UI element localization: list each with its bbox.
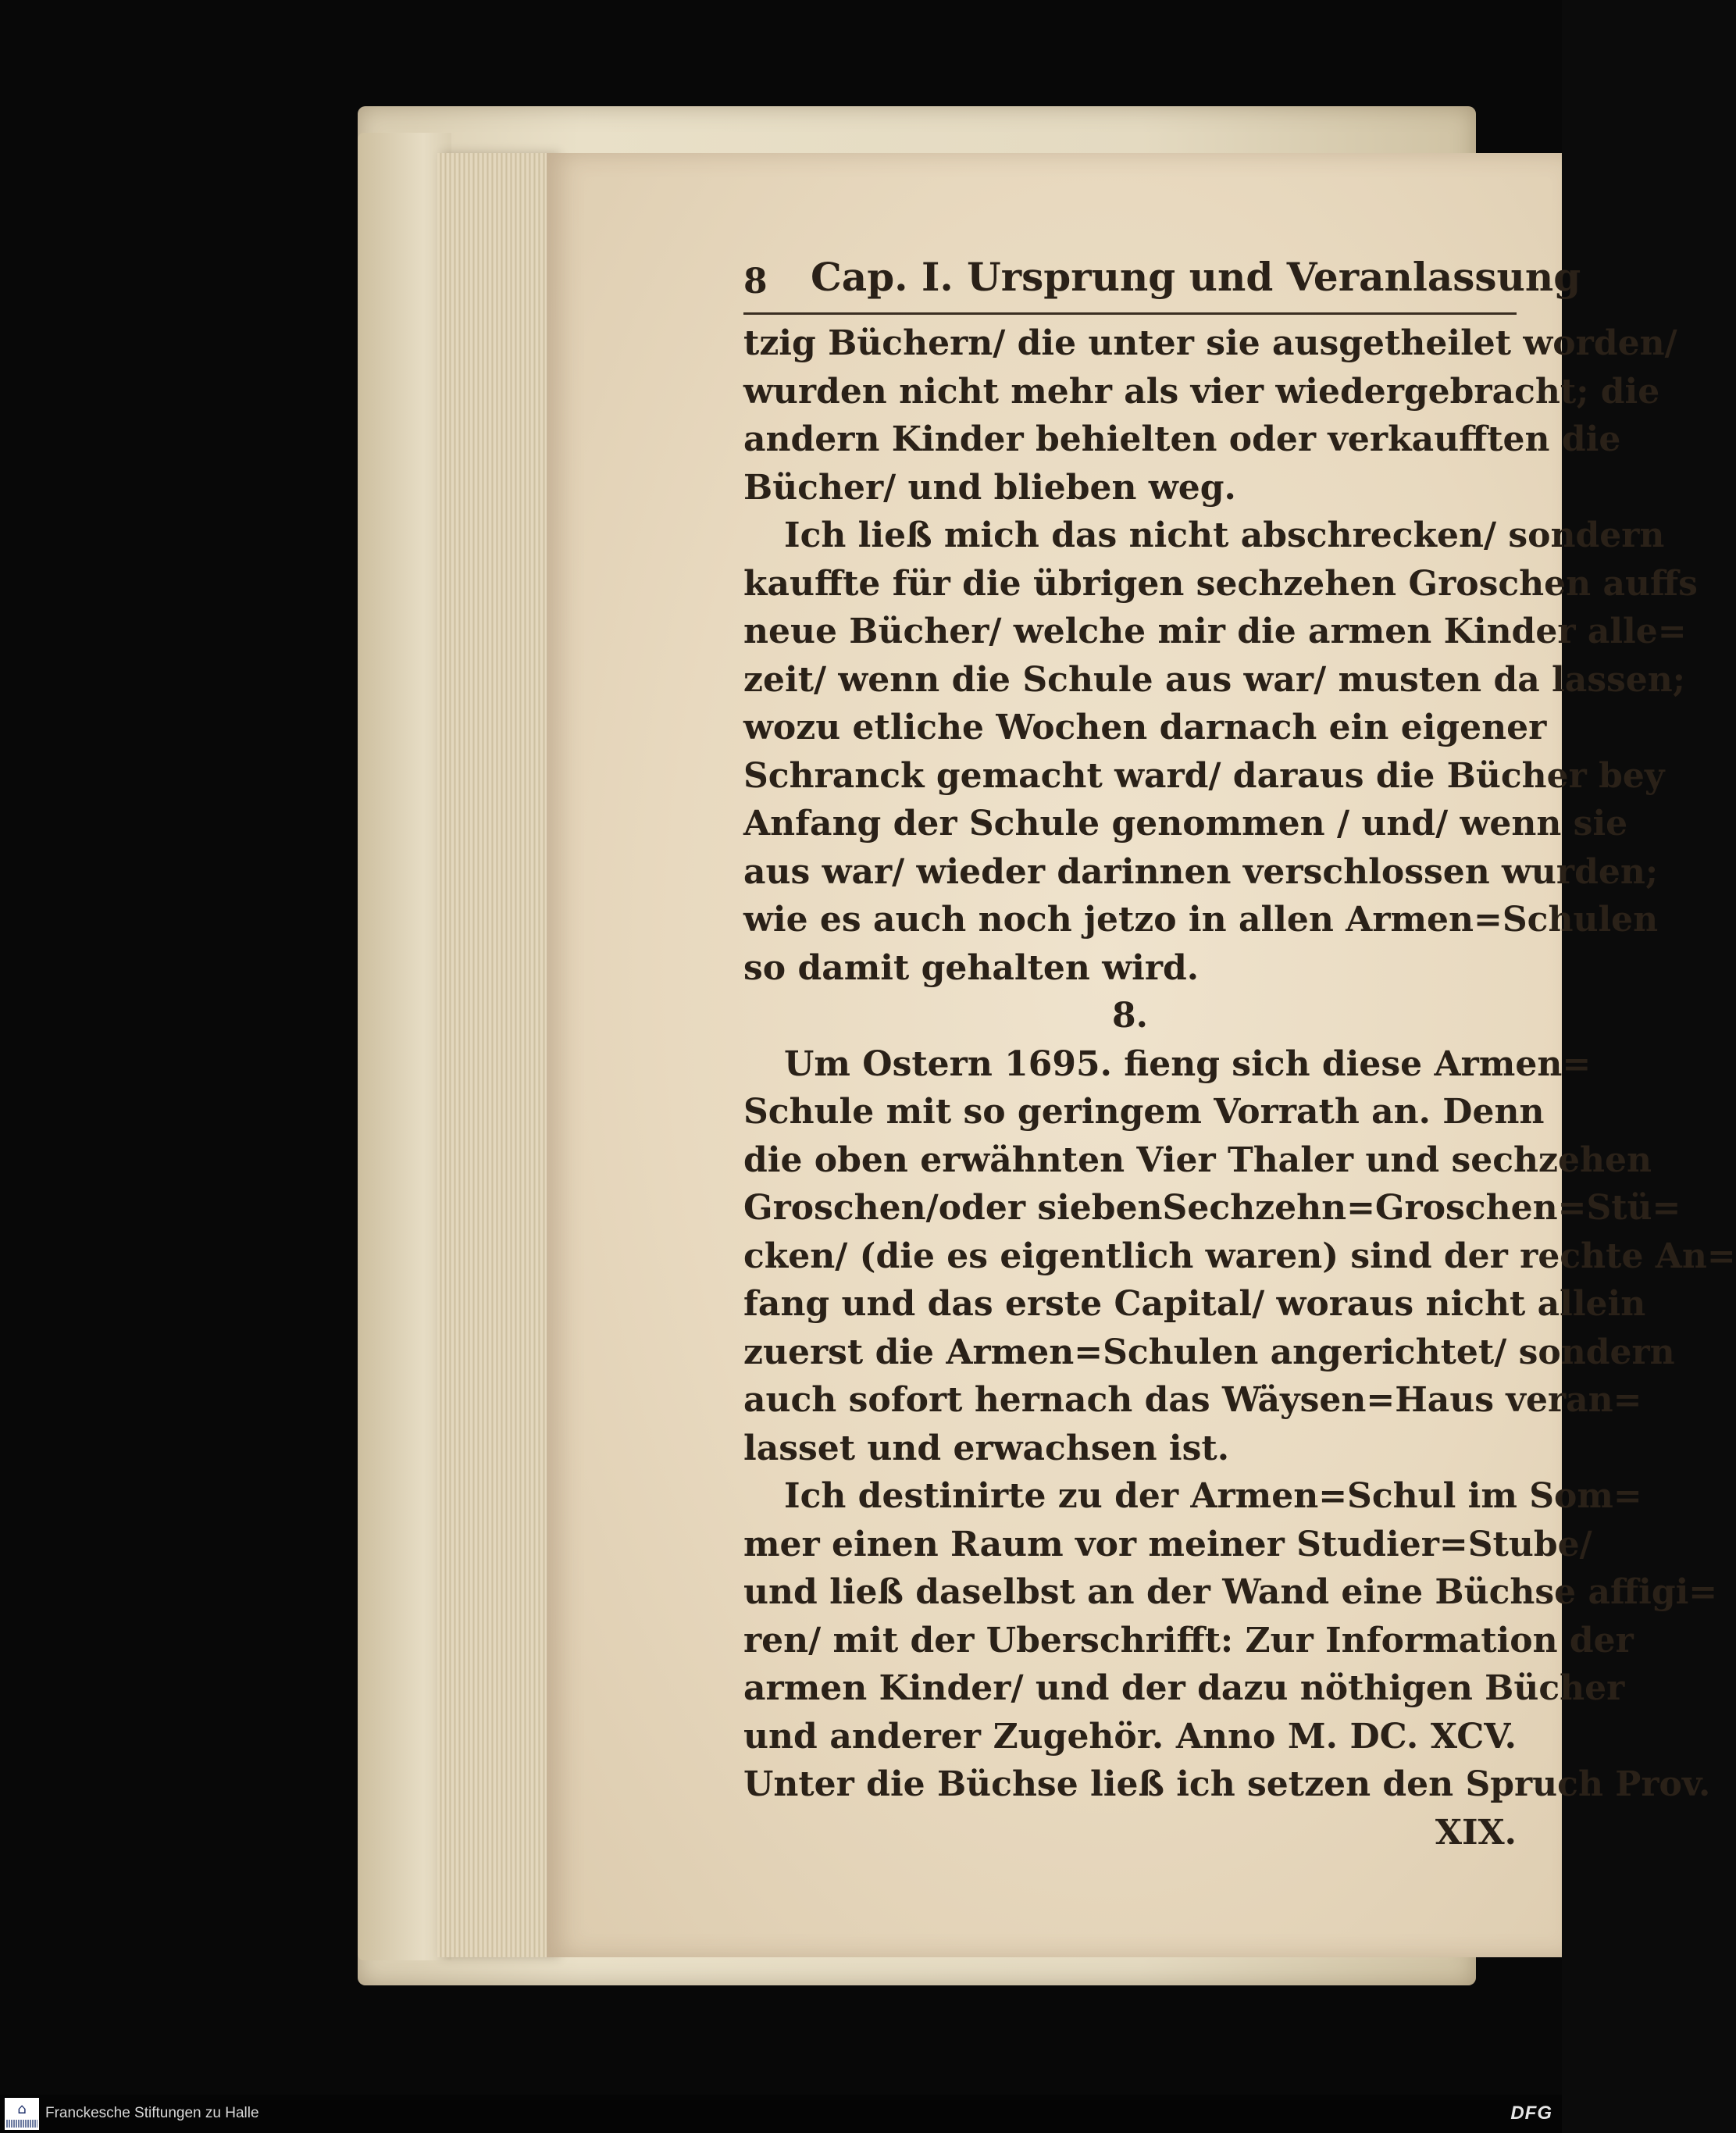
text-line: mer einen Raum vor meiner Studier=Stube/ <box>743 1524 1592 1564</box>
section-number: 8. <box>1112 996 1148 1036</box>
text-line: Bücher/ und blieben weg. <box>743 467 1236 508</box>
page-edges <box>437 153 554 1957</box>
text-line: Schranck gemacht ward/ daraus die Bücher bey <box>743 755 1665 796</box>
text-line: lasset und erwachsen ist. <box>743 1428 1230 1468</box>
text-line: ren/ mit der Uberschrifft: Zur Information der <box>743 1620 1634 1660</box>
foundation-logo-icon <box>5 2098 39 2130</box>
building-icon: ⌂ <box>17 2101 27 2117</box>
text-line: neue Bücher/ welche mir die armen Kinder alle= <box>743 612 1687 651</box>
text-line: auch sofort hernach das Wäysen=Haus veran= <box>743 1380 1642 1420</box>
text-line: andern Kinder behielten oder verkaufften die <box>743 419 1621 459</box>
institution-name: Franckesche Stiftungen zu Halle <box>45 2105 259 2121</box>
text-line: zuerst die Armen=Schulen angerichtet/ sondern <box>743 1332 1675 1372</box>
text-line: wurden nicht mehr als vier wiedergebracht; die <box>743 371 1660 412</box>
text-line: Um Ostern 1695. fieng sich diese Armen= <box>784 1043 1592 1084</box>
text-line: die oben erwähnten Vier Thaler und sechzehen <box>743 1140 1652 1180</box>
running-head <box>743 250 1581 315</box>
text-line: Unter die Büchse ließ ich setzen den Spruch Prov. <box>743 1764 1711 1804</box>
text-line: so damit gehalten wird. <box>743 947 1200 988</box>
text-line: Anfang der Schule genommen / und/ wenn sie <box>743 804 1628 844</box>
text-line: und ließ daselbst an der Wand eine Büchse affigi= <box>743 1572 1718 1612</box>
page-number: 8 <box>743 262 768 301</box>
text-line: fang und das erste Capital/ woraus nicht allein <box>743 1284 1646 1324</box>
catchword: XIX. <box>1435 1812 1517 1853</box>
body-text <box>743 319 1736 1857</box>
text-line: armen Kinder/ und der dazu nöthigen Bücher <box>743 1668 1625 1708</box>
text-line: zeit/ wenn die Schule aus war/ musten da lassen; <box>743 659 1686 700</box>
text-line: Ich destinirte zu der Armen=Schul im Som= <box>784 1476 1642 1516</box>
text-block <box>743 250 1736 1857</box>
text-line: Schule mit so geringem Vorrath an. Denn <box>743 1092 1545 1132</box>
text-line: und anderer Zugehör. Anno M. DC. XCV. <box>743 1716 1517 1757</box>
text-line: kauffte für die übrigen sechzehen Groschen auffs <box>743 563 1698 604</box>
viewer-footer <box>0 2095 1562 2133</box>
text-line: cken/ (die es eigentlich waren) sind der rechte An= <box>743 1236 1736 1276</box>
text-line: aus war/ wieder darinnen verschlossen wurden; <box>743 851 1659 892</box>
text-line: tzig Büchern/ die unter sie ausgetheilet worden/ <box>743 323 1677 363</box>
logo-caption-mark <box>6 2120 37 2128</box>
text-line: wie es auch noch jetzo in allen Armen=Schulen <box>743 900 1659 940</box>
dfg-logo: DFG <box>1510 2103 1552 2124</box>
text-line: Groschen/oder siebenSechzehn=Groschen=Stü= <box>743 1188 1681 1228</box>
running-head-title: Cap. I. Ursprung und Veranlassung <box>811 254 1581 300</box>
text-line: Ich ließ mich das nicht abschrecken/ sondern <box>784 515 1665 555</box>
text-line: wozu etliche Wochen darnach ein eigener <box>743 708 1547 747</box>
